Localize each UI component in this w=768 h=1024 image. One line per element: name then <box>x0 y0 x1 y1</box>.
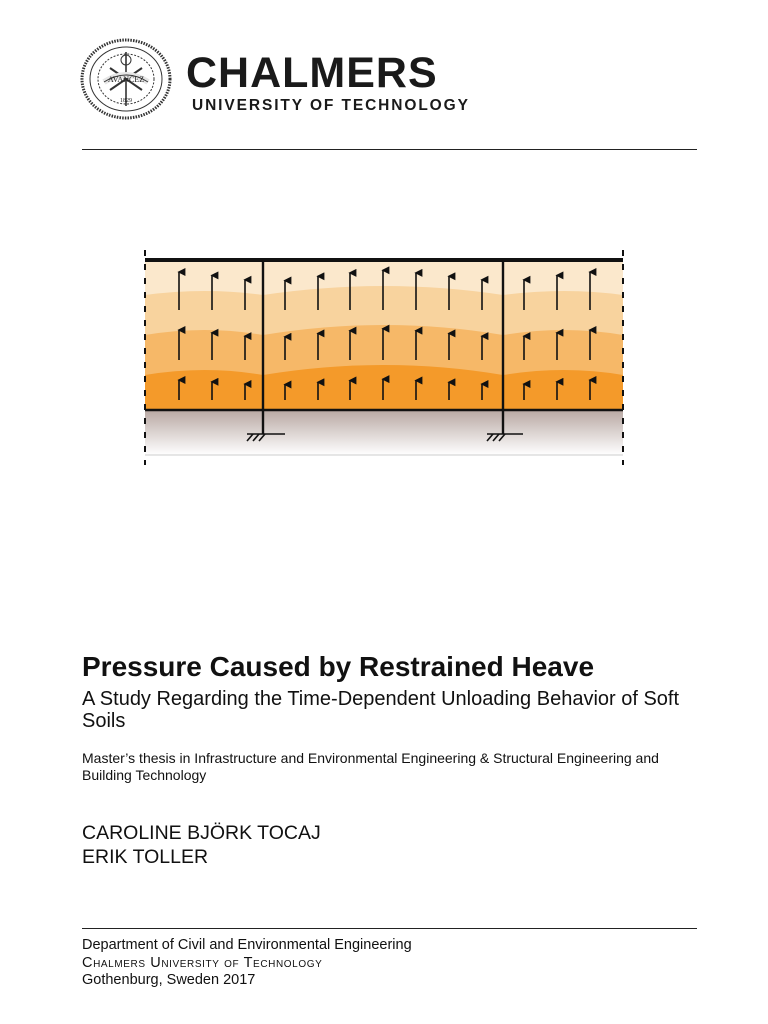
document-subtitle: A Study Regarding the Time-Dependent Unloading Behavior of Soft Soils <box>82 688 680 732</box>
ground-layer <box>145 410 623 455</box>
institution-subtitle: UNIVERSITY OF TECHNOLOGY <box>192 97 470 114</box>
document-title: Pressure Caused by Restrained Heave <box>82 651 595 682</box>
author-list <box>82 821 321 869</box>
thesis-description: Master’s thesis in Infrastructure and Environmental Engineering & Structural Engineering and Building Technology <box>82 750 659 783</box>
top-divider <box>82 149 697 150</box>
university-seal-logo <box>80 38 172 120</box>
author-name: ERIK TOLLER <box>82 846 209 868</box>
location-year: Gothenburg, Sweden 2017 <box>82 972 256 988</box>
publication-info <box>82 937 412 990</box>
seal-year: 1829 <box>120 98 132 104</box>
department-name: Department of Civil and Environmental Engineering <box>82 937 412 953</box>
institution-wordmark <box>186 50 470 116</box>
restrained-heave-diagram <box>135 243 635 473</box>
university-name: Chalmers University of Technology <box>82 954 323 971</box>
institution-name: CHALMERS <box>186 49 438 97</box>
seal-motto: AVANCEZ <box>107 75 145 84</box>
bottom-divider <box>82 928 697 929</box>
author-name: CAROLINE BJÖRK TOCAJ <box>82 822 321 844</box>
